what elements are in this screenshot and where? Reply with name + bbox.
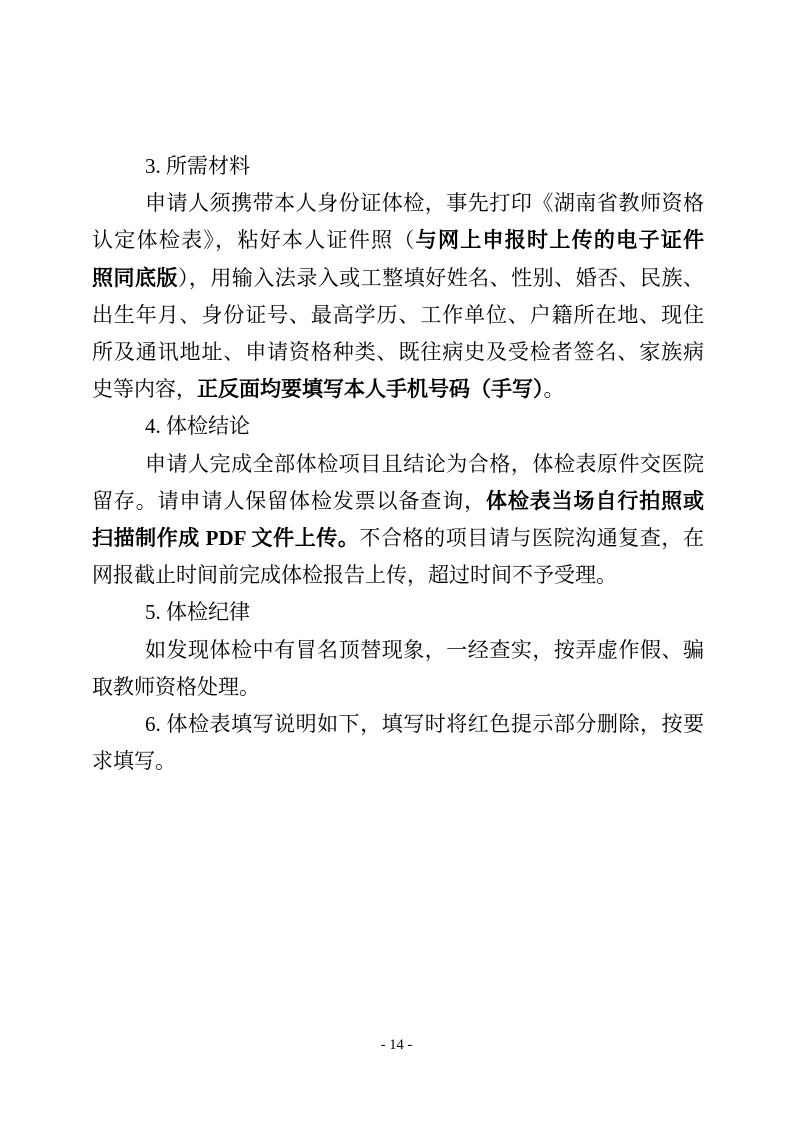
text-run-bold: 正反面均要填写本人手机号码（手写） (197, 377, 544, 402)
text-run: 如发现体检中有冒名顶替现象，一经查实，按弄虚作假、骗 (145, 637, 704, 662)
text-run: 出生年月、身份证号、最高学历、工作单位、户籍所在地、现住 (92, 302, 704, 327)
text-line (92, 669, 704, 706)
text-line (92, 557, 704, 594)
page-number: - 14 - (380, 1037, 413, 1053)
text-run: 认定体检表》，粘好本人证件照（ (92, 228, 416, 253)
text-line (92, 148, 704, 185)
text-line (92, 446, 704, 483)
text-run: 所及通讯地址、申请资格种类、既往病史及受检者签名、家族病 (92, 340, 704, 365)
text-run-bold: 照同底版 (92, 265, 178, 290)
text-line (92, 632, 704, 669)
text-line (92, 743, 704, 780)
text-line (92, 371, 704, 408)
text-run-bold: 扫描制作成 PDF 文件上传。 (92, 526, 360, 551)
text-run: 网报截止时间前完成体检报告上传，超过时间不予受理。 (92, 563, 617, 588)
text-line (92, 297, 704, 334)
text-run: 5. 体检纪律 (145, 600, 250, 625)
text-line (92, 222, 704, 259)
text-run: 。 (543, 377, 565, 402)
text-line (92, 520, 704, 557)
body-text (92, 148, 704, 780)
text-run: 不合格的项目请与医院沟通复查，在 (359, 526, 705, 551)
text-run: 申请人须携带本人身份证体检，事先打印《湖南省教师资格 (145, 191, 704, 216)
text-line (92, 408, 704, 445)
page-footer (0, 1036, 793, 1054)
text-run: ），用输入法录入或工整填好姓名、性别、婚否、民族、 (177, 265, 705, 290)
text-run-bold: 体检表当场自行拍照或 (486, 488, 704, 513)
text-run: 史等内容， (92, 377, 197, 402)
text-line (92, 260, 704, 297)
text-line (92, 334, 704, 371)
text-run-bold: 与网上申报时上传的电子证件 (415, 228, 705, 253)
text-run: 取教师资格处理。 (92, 674, 260, 699)
text-run: 3. 所需材料 (145, 154, 250, 178)
text-run: 求填写。 (92, 749, 176, 774)
text-run: 留存。请申请人保留体检发票以备查询， (92, 488, 486, 513)
text-line (92, 594, 704, 631)
text-line (92, 706, 704, 743)
text-run: 申请人完成全部体检项目且结论为合格，体检表原件交医院 (145, 451, 704, 476)
text-line (92, 483, 704, 520)
text-run: 6. 体检表填写说明如下，填写时将红色提示部分删除，按要 (145, 712, 704, 737)
text-line (92, 185, 704, 222)
text-run: 4. 体检结论 (145, 414, 250, 439)
